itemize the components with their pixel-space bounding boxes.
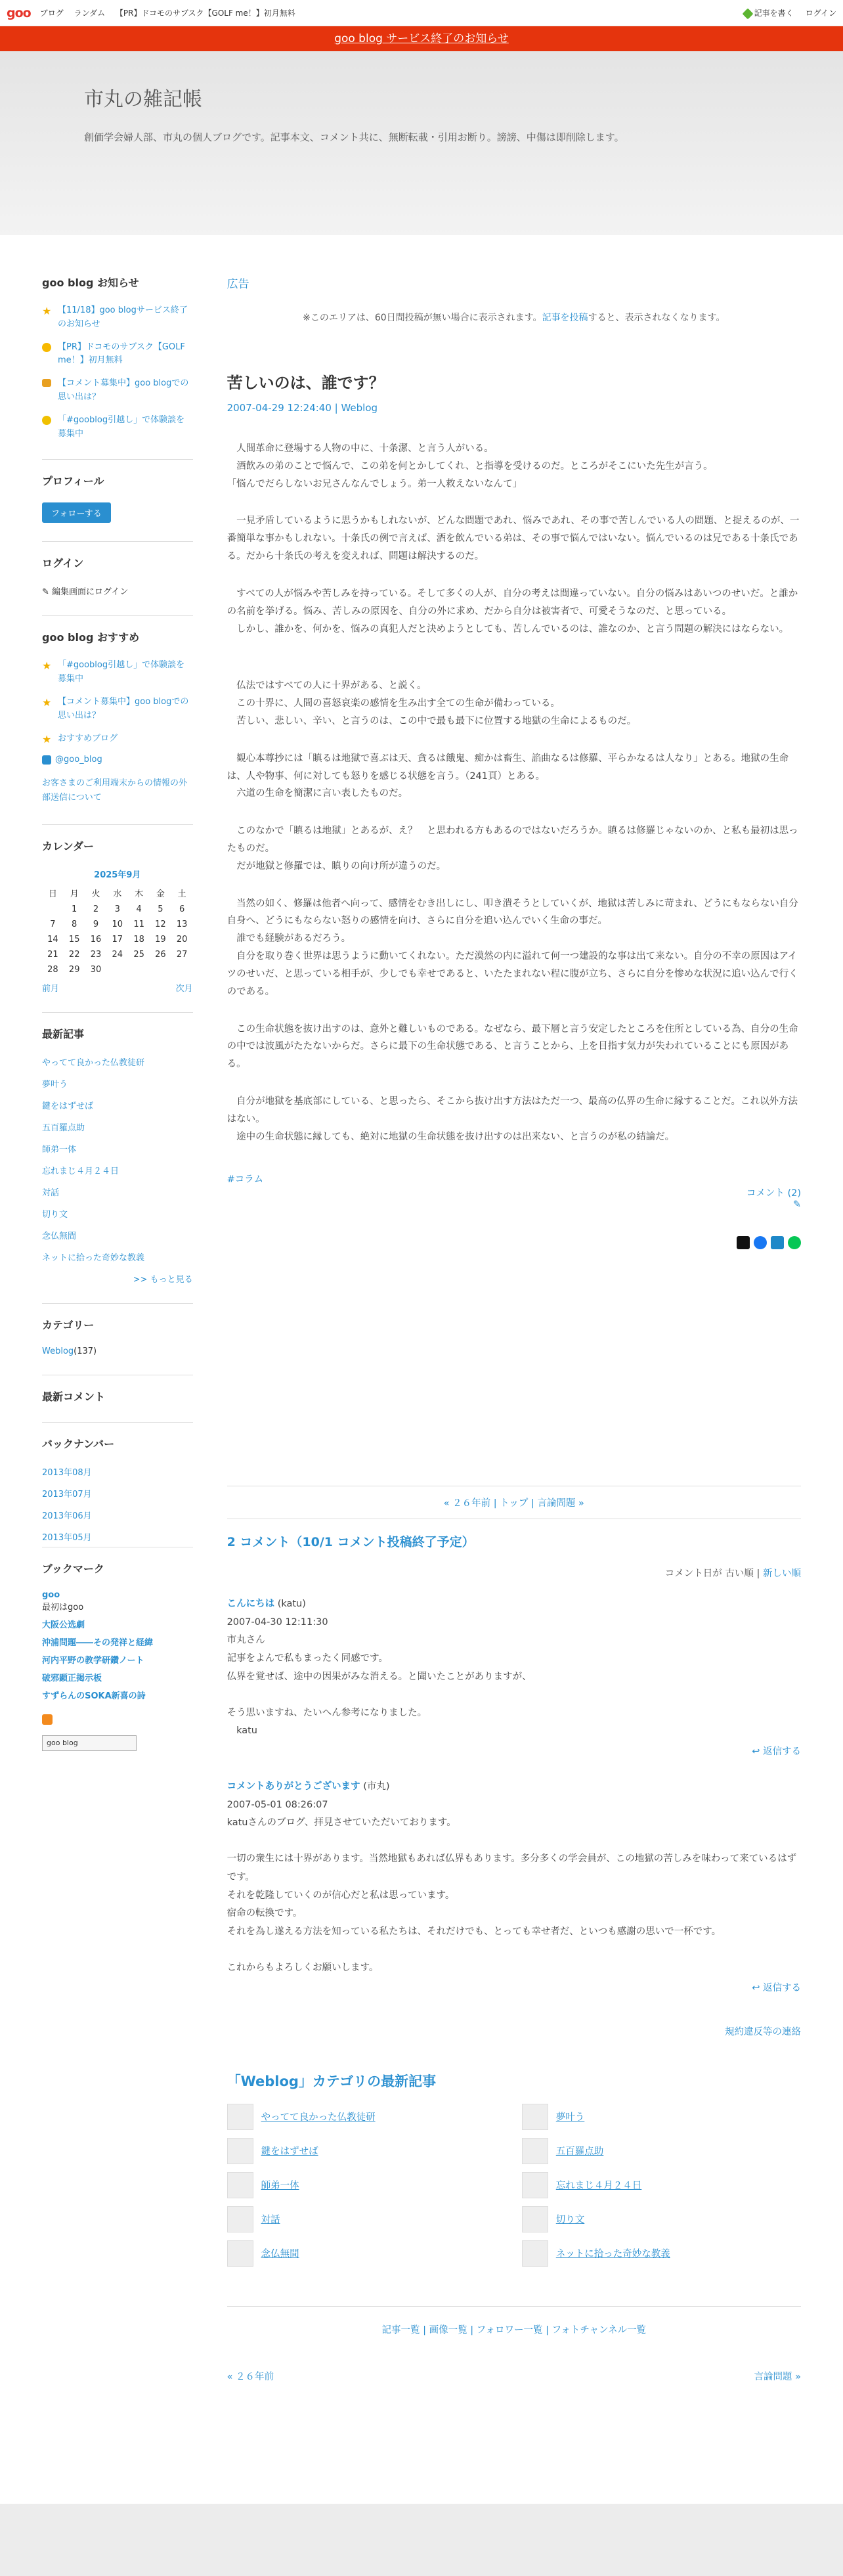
calendar-day xyxy=(106,962,128,977)
calendar-day: 14 xyxy=(47,934,58,944)
comment xyxy=(227,1778,801,1998)
calendar-month: 2025年9月 xyxy=(94,870,141,880)
article-thumbnail-icon xyxy=(522,2240,548,2267)
star-icon: ★ xyxy=(42,732,52,745)
article-list-link[interactable]: 記事一覧 xyxy=(381,2324,420,2336)
facebook-share-icon[interactable] xyxy=(754,1236,767,1249)
recommend-item xyxy=(42,659,193,686)
order-old: 古い順 xyxy=(725,1568,754,1580)
write-label: 記事を書く xyxy=(754,9,794,18)
bookmark-item xyxy=(42,1618,193,1630)
weekday: 日 xyxy=(48,889,57,899)
follower-list-link[interactable]: フォロワー一覧 xyxy=(476,2324,543,2336)
recommend-link[interactable]: 「#gooblog引越し」で体験談を募集中 xyxy=(58,660,185,684)
recent-entry-link[interactable]: 夢叶う xyxy=(42,1079,68,1090)
calendar-table xyxy=(42,868,193,977)
bookmark-item xyxy=(42,1671,193,1683)
comment-order-label: コメント日が xyxy=(664,1568,722,1580)
calendar-day: 25 xyxy=(133,949,144,960)
news-item xyxy=(42,304,193,332)
calendar-day: 3 xyxy=(114,904,120,914)
image-list-link[interactable]: 画像一覧 xyxy=(429,2324,467,2336)
main-column xyxy=(227,275,801,2383)
bookmark-link[interactable]: すずらんのSOKA新喜の詩 xyxy=(42,1691,146,1701)
category-widget xyxy=(42,1303,193,1356)
calendar-day: 10 xyxy=(112,919,123,929)
weekday: 土 xyxy=(177,889,186,899)
category-recent-title: 五百羅点助 xyxy=(555,2146,604,2158)
calendar-day: 18 xyxy=(133,934,144,944)
category-recent-title: 忘れまじ４月２４日 xyxy=(555,2181,642,2192)
photo-channel-link[interactable]: フォトチャンネル一覧 xyxy=(551,2324,647,2336)
calendar-day: 19 xyxy=(155,934,166,944)
service-notice-link[interactable]: goo blog サービス終了のお知らせ xyxy=(334,32,509,45)
comment-body: katuさんのブログ、拝見させていただいております。 一切の衆生には十界があります。当然地獄もあれば仏界もあります。多分多くの学会員が、この地獄の苦しみを味わって来ているはずです。 それを乾隆していくのが信心だと私は思っています。 宿命の転換です。 それを為し遂える方法を知っている私たちは、それだけでも、とっても幸せ者だ、といつも感謝の思いで一杯です。 これからもよろしくお願いします。 xyxy=(227,1817,797,1973)
order-new-link[interactable]: 新しい順 xyxy=(763,1568,801,1580)
calendar-prev-link[interactable]: 前月 xyxy=(42,983,60,994)
profile-widget-title: プロフィール xyxy=(42,475,104,488)
category-recent-title: 対話 xyxy=(261,2215,280,2226)
pen-icon xyxy=(742,8,753,19)
bookmark-link[interactable]: 破邪顕正掲示板 xyxy=(42,1673,102,1683)
comment-author: (katu) xyxy=(277,1599,306,1610)
recent-entry-link[interactable]: やってて良かった仏教徒研 xyxy=(42,1057,145,1068)
entry-body xyxy=(227,440,801,1145)
calendar-day: 28 xyxy=(47,964,58,975)
news-link[interactable]: 【PR】ドコモのサブスク【GOLF me！】初月無料 xyxy=(58,342,185,366)
recent-entry-link[interactable]: 鍵をはずせば xyxy=(42,1101,94,1111)
article-thumbnail-icon xyxy=(522,2206,548,2232)
article-thumbnail-icon xyxy=(227,2104,253,2130)
top-link[interactable]: トップ xyxy=(500,1498,529,1509)
comment-order: コメント日が 古い順 | 新しい順 xyxy=(664,1568,801,1580)
article-thumbnail-icon xyxy=(522,2104,548,2130)
category-recent-title: 夢叶う xyxy=(555,2112,585,2123)
recent-entries-list xyxy=(42,1055,193,1263)
bookmark-desc: 最初はgoo xyxy=(42,1602,84,1612)
bookmark-item xyxy=(42,1590,193,1612)
entry-meta: 2007-04-29 12:24:40 | Weblog xyxy=(227,402,378,414)
blog-header xyxy=(0,51,843,235)
pencil-icon: ✎ xyxy=(42,587,49,598)
line-share-icon[interactable] xyxy=(788,1236,801,1249)
nav-blog[interactable]: ブログ xyxy=(39,9,64,18)
footer-prev-link[interactable]: « ２６年前 xyxy=(227,2371,274,2382)
share-buttons xyxy=(227,1236,801,1249)
footer-band xyxy=(0,2504,843,2576)
category-recent-item[interactable] xyxy=(227,2172,506,2198)
comment-date: 2007-05-01 08:26:07 xyxy=(227,1799,328,1810)
backnumber-title: バックナンバー xyxy=(42,1437,115,1450)
recommend-widget xyxy=(42,615,193,805)
weekday: 金 xyxy=(156,889,165,899)
prev-entry-link[interactable]: « ２６年前 xyxy=(443,1498,491,1509)
bookmark-link[interactable]: 大阪公选劇 xyxy=(42,1620,85,1630)
category-recent-item[interactable] xyxy=(522,2240,801,2267)
entry-paragraph: この生命状態を抜け出すのは、意外と難しいものである。なぜなら、最下層と言う安定したところを住所としている為、自分の生命の中では波風がたたないからだ。さらに最下の生命状態である、と言うことから、上を目指す気力が失われていることにも原因がある。 xyxy=(227,1023,798,1070)
calendar-week xyxy=(42,932,193,947)
entry-paragraph: 自分が地獄を基底部にしている、と思ったら、そこから抜け出す方法はただ一つ、最高の仏界の生命に縁することだ。これ以外方法はない。 途中の生命状態に縁しても、絶対に地獄の生命状態を抜け出すのは出来ない、と言うのが私の結論だ。 xyxy=(227,1096,798,1142)
goo-logo[interactable]: goo xyxy=(7,5,31,20)
comment-body: 市丸さん 記事をよんで私もまったく同感です。 仏界を覚せば、途中の因果がみな消える。と聞いたことがありますが、 そう思いますね、たいへん参考になりました。 katu xyxy=(227,1635,532,1737)
calendar-day: 1 xyxy=(72,904,77,914)
recent-entry-link[interactable]: 切り文 xyxy=(42,1209,68,1220)
calendar-widget-title: カレンダー xyxy=(42,839,94,853)
write-article-link[interactable] xyxy=(744,7,794,18)
recommend-item xyxy=(42,696,193,723)
follow-button[interactable]: フォローする xyxy=(42,502,111,523)
recent-entry-link[interactable]: 対話 xyxy=(42,1188,60,1198)
bookmark-item xyxy=(42,1653,193,1666)
category-link[interactable]: Weblog xyxy=(42,1346,74,1356)
calendar-day: 29 xyxy=(68,964,80,975)
calendar-day: 30 xyxy=(90,964,102,975)
calendar-day: 13 xyxy=(176,919,188,929)
category-recent-item[interactable] xyxy=(522,2206,801,2232)
sidebar xyxy=(42,275,193,2383)
calendar-day xyxy=(150,962,171,977)
calendar-day: 20 xyxy=(176,934,188,944)
entry-paragraph: すべての人が悩みや苦しみを持っている。そして多くの人が、自分の考えは間違っていない。自分の悩みはあいつのせいだ。と誰かの名前を挙げる。悩み、苦しみの原因を、自分の外に求め、だから自分は被害者で、可愛そうなのだ、と思っている。 しかし、誰かを、何かを、悩みの真犯人だと決めようとしても、苦しんでいるのは、誰なのか、と言う問題の解決にはならない。 xyxy=(227,588,798,634)
news-widget-title: goo blog お知らせ xyxy=(42,277,139,289)
calendar-day: 7 xyxy=(50,919,56,929)
category-recent-title: 師弟一体 xyxy=(261,2181,299,2192)
next-entry-link[interactable]: 言論問題 » xyxy=(537,1498,584,1509)
calendar-weekdays xyxy=(42,884,193,902)
category-recent xyxy=(227,2071,801,2267)
category-recent-grid xyxy=(227,2104,801,2267)
more-entries-link[interactable]: >> もっと見る xyxy=(133,1274,193,1285)
article-thumbnail-icon xyxy=(227,2206,253,2232)
entry-paragraph: 仏法ではすべての人に十界がある、と説く。 この十界に、人間の喜怒哀楽の感情を生み出す全ての生命が備わっている。 苦しい、悲しい、辛い、と言うのは、この中で最も最下に位置する地獄の生命によるものだ。 xyxy=(236,680,637,726)
category-recent-item[interactable] xyxy=(227,2206,506,2232)
service-notice-bar xyxy=(0,26,843,51)
recent-entry-link[interactable]: 師弟一体 xyxy=(42,1144,77,1155)
recent-entry-link[interactable]: 念仏無間 xyxy=(42,1231,77,1241)
recent-entry-link[interactable]: ネットに拾った奇妙な教義 xyxy=(42,1253,145,1263)
edit-login-link[interactable] xyxy=(42,585,193,597)
login-link[interactable]: ログイン xyxy=(805,9,836,18)
entry-title[interactable]: 苦しいのは、誰です？ xyxy=(227,374,385,392)
star-icon: ★ xyxy=(42,696,52,709)
golf-icon xyxy=(42,343,51,352)
category-recent-item[interactable] xyxy=(227,2104,506,2130)
calendar-day: 17 xyxy=(112,934,123,944)
backnumber-scroll[interactable] xyxy=(42,1465,193,1543)
calendar-day: 9 xyxy=(93,919,99,929)
bookmark-widget xyxy=(42,1547,193,1751)
category-recent-title: 念仏無間 xyxy=(261,2249,299,2260)
category-count: (137) xyxy=(74,1346,97,1356)
reply-icon: ↩ xyxy=(752,1983,760,1994)
calendar-day: 23 xyxy=(90,949,102,960)
recent-entry-link[interactable]: 忘れまじ４月２４日 xyxy=(42,1166,119,1176)
comment-icon xyxy=(42,379,51,387)
backnumber-link[interactable]: 2013年07月 xyxy=(42,1489,92,1499)
category-item xyxy=(42,1346,193,1356)
rss-icon[interactable] xyxy=(42,1714,53,1725)
reply-label: 返信する xyxy=(763,1746,801,1757)
reply-icon: ↩ xyxy=(752,1746,760,1757)
edit-icon[interactable]: ✎ xyxy=(792,1199,801,1210)
calendar-widget xyxy=(42,824,193,994)
calendar-day: 2 xyxy=(93,904,99,914)
ad-note xyxy=(227,311,801,324)
calendar-day xyxy=(42,902,64,917)
calendar-day: 24 xyxy=(112,949,123,960)
calendar-day: 5 xyxy=(158,904,163,914)
ad-note-pre: ※このエリアは、60日間投稿が無い場合に表示されます。 xyxy=(303,313,542,323)
calendar-day: 26 xyxy=(155,949,166,960)
recommend-link[interactable]: おすすめブログ xyxy=(58,733,118,744)
entry-comment-link[interactable]: コメント (2) xyxy=(746,1188,801,1199)
recent-entry-link[interactable]: 五百羅点助 xyxy=(42,1122,85,1133)
weekday: 月 xyxy=(70,889,79,899)
calendar-day: 11 xyxy=(133,919,144,929)
calendar-day: 6 xyxy=(179,904,185,914)
weekday: 水 xyxy=(113,889,122,899)
news-item xyxy=(42,377,193,405)
article-thumbnail-icon xyxy=(227,2240,253,2267)
rss-box xyxy=(42,1714,193,1751)
bookmark-item xyxy=(42,1689,193,1701)
calendar-day: 8 xyxy=(72,919,77,929)
top-nav xyxy=(40,7,303,18)
bookmark-link[interactable]: 沖浦問題――その発祥と経緯 xyxy=(42,1637,154,1648)
login-widget-title: ログイン xyxy=(42,557,84,570)
x-account-link[interactable] xyxy=(42,755,193,765)
weekday: 火 xyxy=(91,889,100,899)
calendar-next-link[interactable]: 次月 xyxy=(175,983,193,994)
recent-comments-title: 最新コメント xyxy=(42,1390,106,1403)
entry-date: 2007-04-29 12:24:40 xyxy=(227,402,332,414)
news-widget xyxy=(42,275,193,441)
comment-date: 2007-04-30 12:11:30 xyxy=(227,1616,328,1628)
category-recent-title: ネットに拾った奇妙な教義 xyxy=(555,2249,670,2260)
backnumber-widget xyxy=(42,1422,193,1543)
bookmark-list xyxy=(42,1590,193,1701)
reply-label: 返信する xyxy=(763,1983,801,1994)
calendar-day: 12 xyxy=(155,919,166,929)
footer-next-link[interactable]: 言論問題 » xyxy=(754,2371,801,2382)
comments-section xyxy=(227,1532,801,1997)
bookmark-link[interactable]: goo xyxy=(42,1589,60,1600)
entry-pager: « ２６年前 | トップ | 言論問題 » xyxy=(227,1486,801,1519)
calendar-day xyxy=(171,962,193,977)
blog-title[interactable]: 市丸の雑記帳 xyxy=(84,88,202,111)
entry-paragraph: 観心本尊抄には「瞋るは地獄で喜ぶは天、貪るは餓鬼、痴かは畜生、諂曲なるは修羅、平らかなるは人なり」とある。地獄の生命は、人や物事、何に対しても怒りを感じる状態を言う。（241頁）とある。 六道の生命を簡潔に言い表したものだ。 xyxy=(227,753,789,799)
entry-paragraph: 人間革命に登場する人物の中に、十条潔、と言う人がいる。 酒飲みの弟のことで悩んで、この弟を何とかしてくれ、と指導を受けるのだ。ところがそこにいた先生が言う。 「悩んでだらしないお兄さんなんでしょう。弟一人救えないなんて」 xyxy=(227,443,713,489)
news-link[interactable]: 「#gooblog引越し」で体験談を募集中 xyxy=(58,414,185,439)
external-info-link[interactable]: お客さまのご利用端末からの情報の外部送信について xyxy=(42,778,188,803)
news-item xyxy=(42,414,193,441)
recommend-link[interactable]: 【コメント募集中】goo blogでの思い出は？ xyxy=(58,696,189,721)
moving-icon xyxy=(42,416,51,425)
hatena-share-icon[interactable] xyxy=(771,1236,784,1249)
category-recent-title: 鍵をはずせば xyxy=(261,2146,318,2158)
category-recent-title: やってて良かった仏教徒研 xyxy=(261,2112,376,2123)
category-recent-item[interactable] xyxy=(522,2138,801,2164)
article-thumbnail-icon xyxy=(227,2138,253,2164)
calendar-week xyxy=(42,962,193,977)
weekday: 木 xyxy=(135,889,144,899)
nav-random[interactable]: ランダム xyxy=(74,9,106,18)
category-recent-title: 切り文 xyxy=(555,2215,585,2226)
news-item xyxy=(42,341,193,368)
report-violation-link[interactable]: 規約違反等の連絡 xyxy=(725,2026,801,2037)
category-widget-title: カテゴリー xyxy=(42,1318,95,1331)
post-article-link[interactable]: 記事を投稿 xyxy=(542,313,588,323)
recent-entries-title: 最新記事 xyxy=(42,1027,85,1040)
entry-category-link[interactable]: Weblog xyxy=(341,402,378,414)
calendar-day: 16 xyxy=(90,934,102,944)
star-icon: ★ xyxy=(42,659,52,673)
x-share-icon[interactable] xyxy=(737,1236,750,1249)
calendar-day: 4 xyxy=(136,904,142,914)
recommend-widget-title: goo blog おすすめ xyxy=(42,631,140,644)
profile-widget xyxy=(42,459,193,523)
top-bar xyxy=(0,0,843,26)
news-link[interactable]: 【コメント募集中】goo blogでの思い出は？ xyxy=(58,378,189,402)
calendar-day xyxy=(128,962,150,977)
backnumber-link[interactable]: 2013年05月 xyxy=(42,1532,92,1543)
entry xyxy=(227,370,801,1249)
calendar-week xyxy=(42,902,193,917)
backnumber-link[interactable]: 2013年06月 xyxy=(42,1511,92,1521)
blog-description: 創価学会婦人部、市丸の個人ブログです。記事本文、コメント共に、無断転載・引用お断り。謗謗、中傷は即削除します。 xyxy=(84,131,624,143)
entry-paragraph: 当然の如く、修羅は他者へ向って、感情をむき出しにし、叩き潰そうとしていくが、地獄は苦しみに苛まれ、どうにもならない自分自身へ、どうにもならない怒りの感情を向け、さらに自分を追い込んでいく生命の事だ。 誰でも経験があるだろう。 自分を取り巻く世界は思うように動いてくれない。ただ漠然の内に溢れて何一つ建設的な事は出て来ない。自分の不幸の原因はアイツのせいだ、と思っている相手が、少しでも幸せであると、いたたまれない程に腹が立ち、さらに自分を惨めな状況に追い込んで行くのである。 xyxy=(227,898,798,997)
category-recent-item[interactable] xyxy=(227,2138,506,2164)
recommend-item xyxy=(42,732,193,746)
ad-note-post: すると、表示されなくなります。 xyxy=(588,313,725,323)
article-thumbnail-icon xyxy=(522,2138,548,2164)
news-link[interactable]: 【11/18】goo blogサービス終了のお知らせ xyxy=(58,305,188,329)
calendar-day: 27 xyxy=(176,949,188,960)
comment xyxy=(227,1595,801,1761)
comments-heading: 2 コメント（10/1 コメント投稿終了予定） xyxy=(227,1535,475,1550)
recent-comments-widget xyxy=(42,1375,193,1404)
bookmark-widget-title: ブックマーク xyxy=(42,1562,104,1575)
calendar-week xyxy=(42,947,193,962)
star-icon: ★ xyxy=(42,305,52,317)
top-right xyxy=(744,7,836,18)
bookmark-link[interactable]: 河内平野の教学研鑽ノート xyxy=(42,1655,144,1666)
entry-tag[interactable]: #コラム xyxy=(227,1174,264,1186)
calendar-day: 21 xyxy=(47,949,58,960)
footer-pager xyxy=(227,2369,801,2383)
comment-title: コメントありがとうございます xyxy=(227,1781,360,1792)
calendar-day: 15 xyxy=(68,934,80,944)
footer-nav: 記事一覧 | 画像一覧 | フォロワー一覧 | フォトチャンネル一覧 xyxy=(227,2306,801,2336)
calendar-nav xyxy=(42,981,193,994)
article-thumbnail-icon xyxy=(522,2172,548,2198)
recent-entries-widget xyxy=(42,1012,193,1285)
category-recent-item[interactable] xyxy=(522,2104,801,2130)
entry-paragraph: 一見矛盾しているように思うかもしれないが、どんな問題であれ、悩みであれ、その事で苦しんでいる人の問題、と捉えるのが、一番簡単な事かもしれない。十条氏の例で言えば、酒を飲んでいる弟は、その事で悩んではいない。悩んでいるのは兄である十条氏である。だから十条氏の考えを変えれば、問題は解決するのだ。 xyxy=(227,516,800,562)
reply-link[interactable] xyxy=(227,1980,801,1998)
edit-login-label: 編集画面にログイン xyxy=(52,587,129,598)
goo-blog-badge[interactable]: goo blog xyxy=(42,1735,137,1751)
article-thumbnail-icon xyxy=(227,2172,253,2198)
backnumber-link[interactable]: 2013年08月 xyxy=(42,1467,92,1478)
bookmark-item xyxy=(42,1635,193,1648)
category-recent-item[interactable] xyxy=(522,2172,801,2198)
content-layout xyxy=(0,275,843,2383)
comment-author: (市丸) xyxy=(363,1781,390,1792)
reply-link[interactable] xyxy=(227,1743,801,1762)
ad-title: 広告 xyxy=(227,278,249,291)
category-recent-item[interactable] xyxy=(227,2240,506,2267)
calendar-week xyxy=(42,917,193,932)
x-icon xyxy=(42,755,51,765)
entry-paragraph: このなかで「瞋るは地獄」とあるが、え？ と思われる方もあるのではないだろうか。瞋るは修羅じゃないのか、と私も最初は思ったものだ。 だが地獄と修羅では、瞋りの向け所が違うのだ。 xyxy=(227,826,798,872)
calendar-day: 22 xyxy=(68,949,80,960)
login-widget xyxy=(42,541,193,597)
comment-title: こんにちは xyxy=(227,1599,275,1610)
category-recent-heading: 「Weblog」カテゴリの最新記事 xyxy=(227,2073,437,2089)
nav-pr[interactable]: 【PR】ドコモのサブスク【GOLF me！】初月無料 xyxy=(115,9,295,18)
x-account-label: @goo_blog xyxy=(55,755,102,765)
